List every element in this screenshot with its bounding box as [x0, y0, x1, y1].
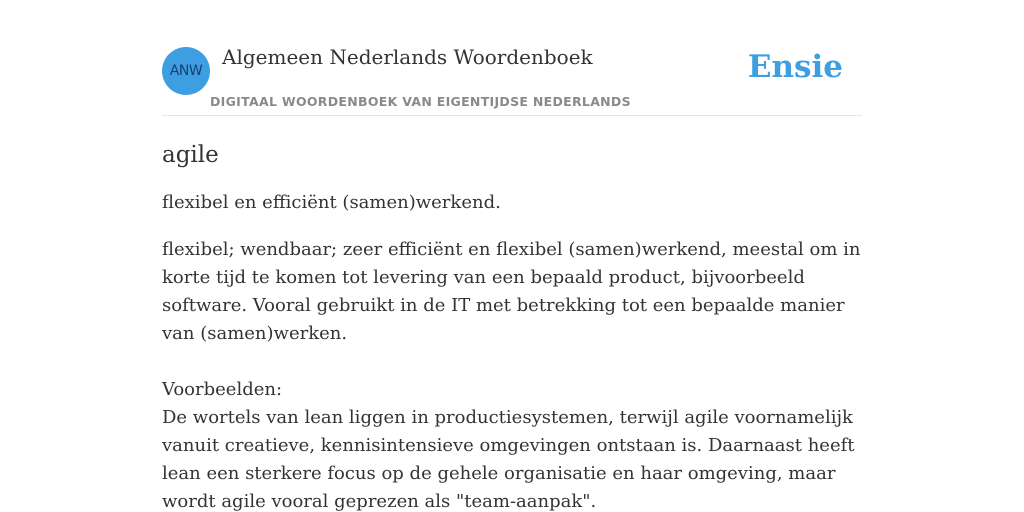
site-subtitle: DIGITAAL WOORDENBOEK VAN EIGENTIJDSE NEDERLANDS: [210, 94, 631, 109]
example-text: De wortels van lean liggen in productiesystemen, terwijl agile voornamelijk vanuit creatieve, kennisintensieve omgevingen ontstaan is. Daarnaast heeft lean een sterkere focus op de gehele organisatie en haar omgeving, maar wordt agile vooral geprezen als "team-aanpak".: [162, 407, 855, 512]
site-title[interactable]: Algemeen Nederlands Woordenboek: [222, 45, 593, 69]
ensie-brand-logo[interactable]: Ensie: [747, 49, 843, 85]
dictionary-entry: [162, 138, 862, 512]
anw-logo[interactable]: ANW: [162, 47, 210, 95]
long-definition: flexibel; wendbaar; zeer efficiënt en flexibel (samen)werkend, meestal om in korte tijd te komen tot levering van een bepaald product, bijvoorbeeld software. Vooral gebruikt in de IT met betrekking tot een bepaalde manier van (samen)werken.: [162, 239, 861, 344]
examples-heading: Voorbeelden:: [162, 379, 283, 400]
headword: agile: [162, 142, 219, 168]
site-header: [162, 0, 862, 116]
page: [162, 0, 862, 512]
short-definition: flexibel en efficiënt (samen)werkend.: [162, 192, 501, 213]
